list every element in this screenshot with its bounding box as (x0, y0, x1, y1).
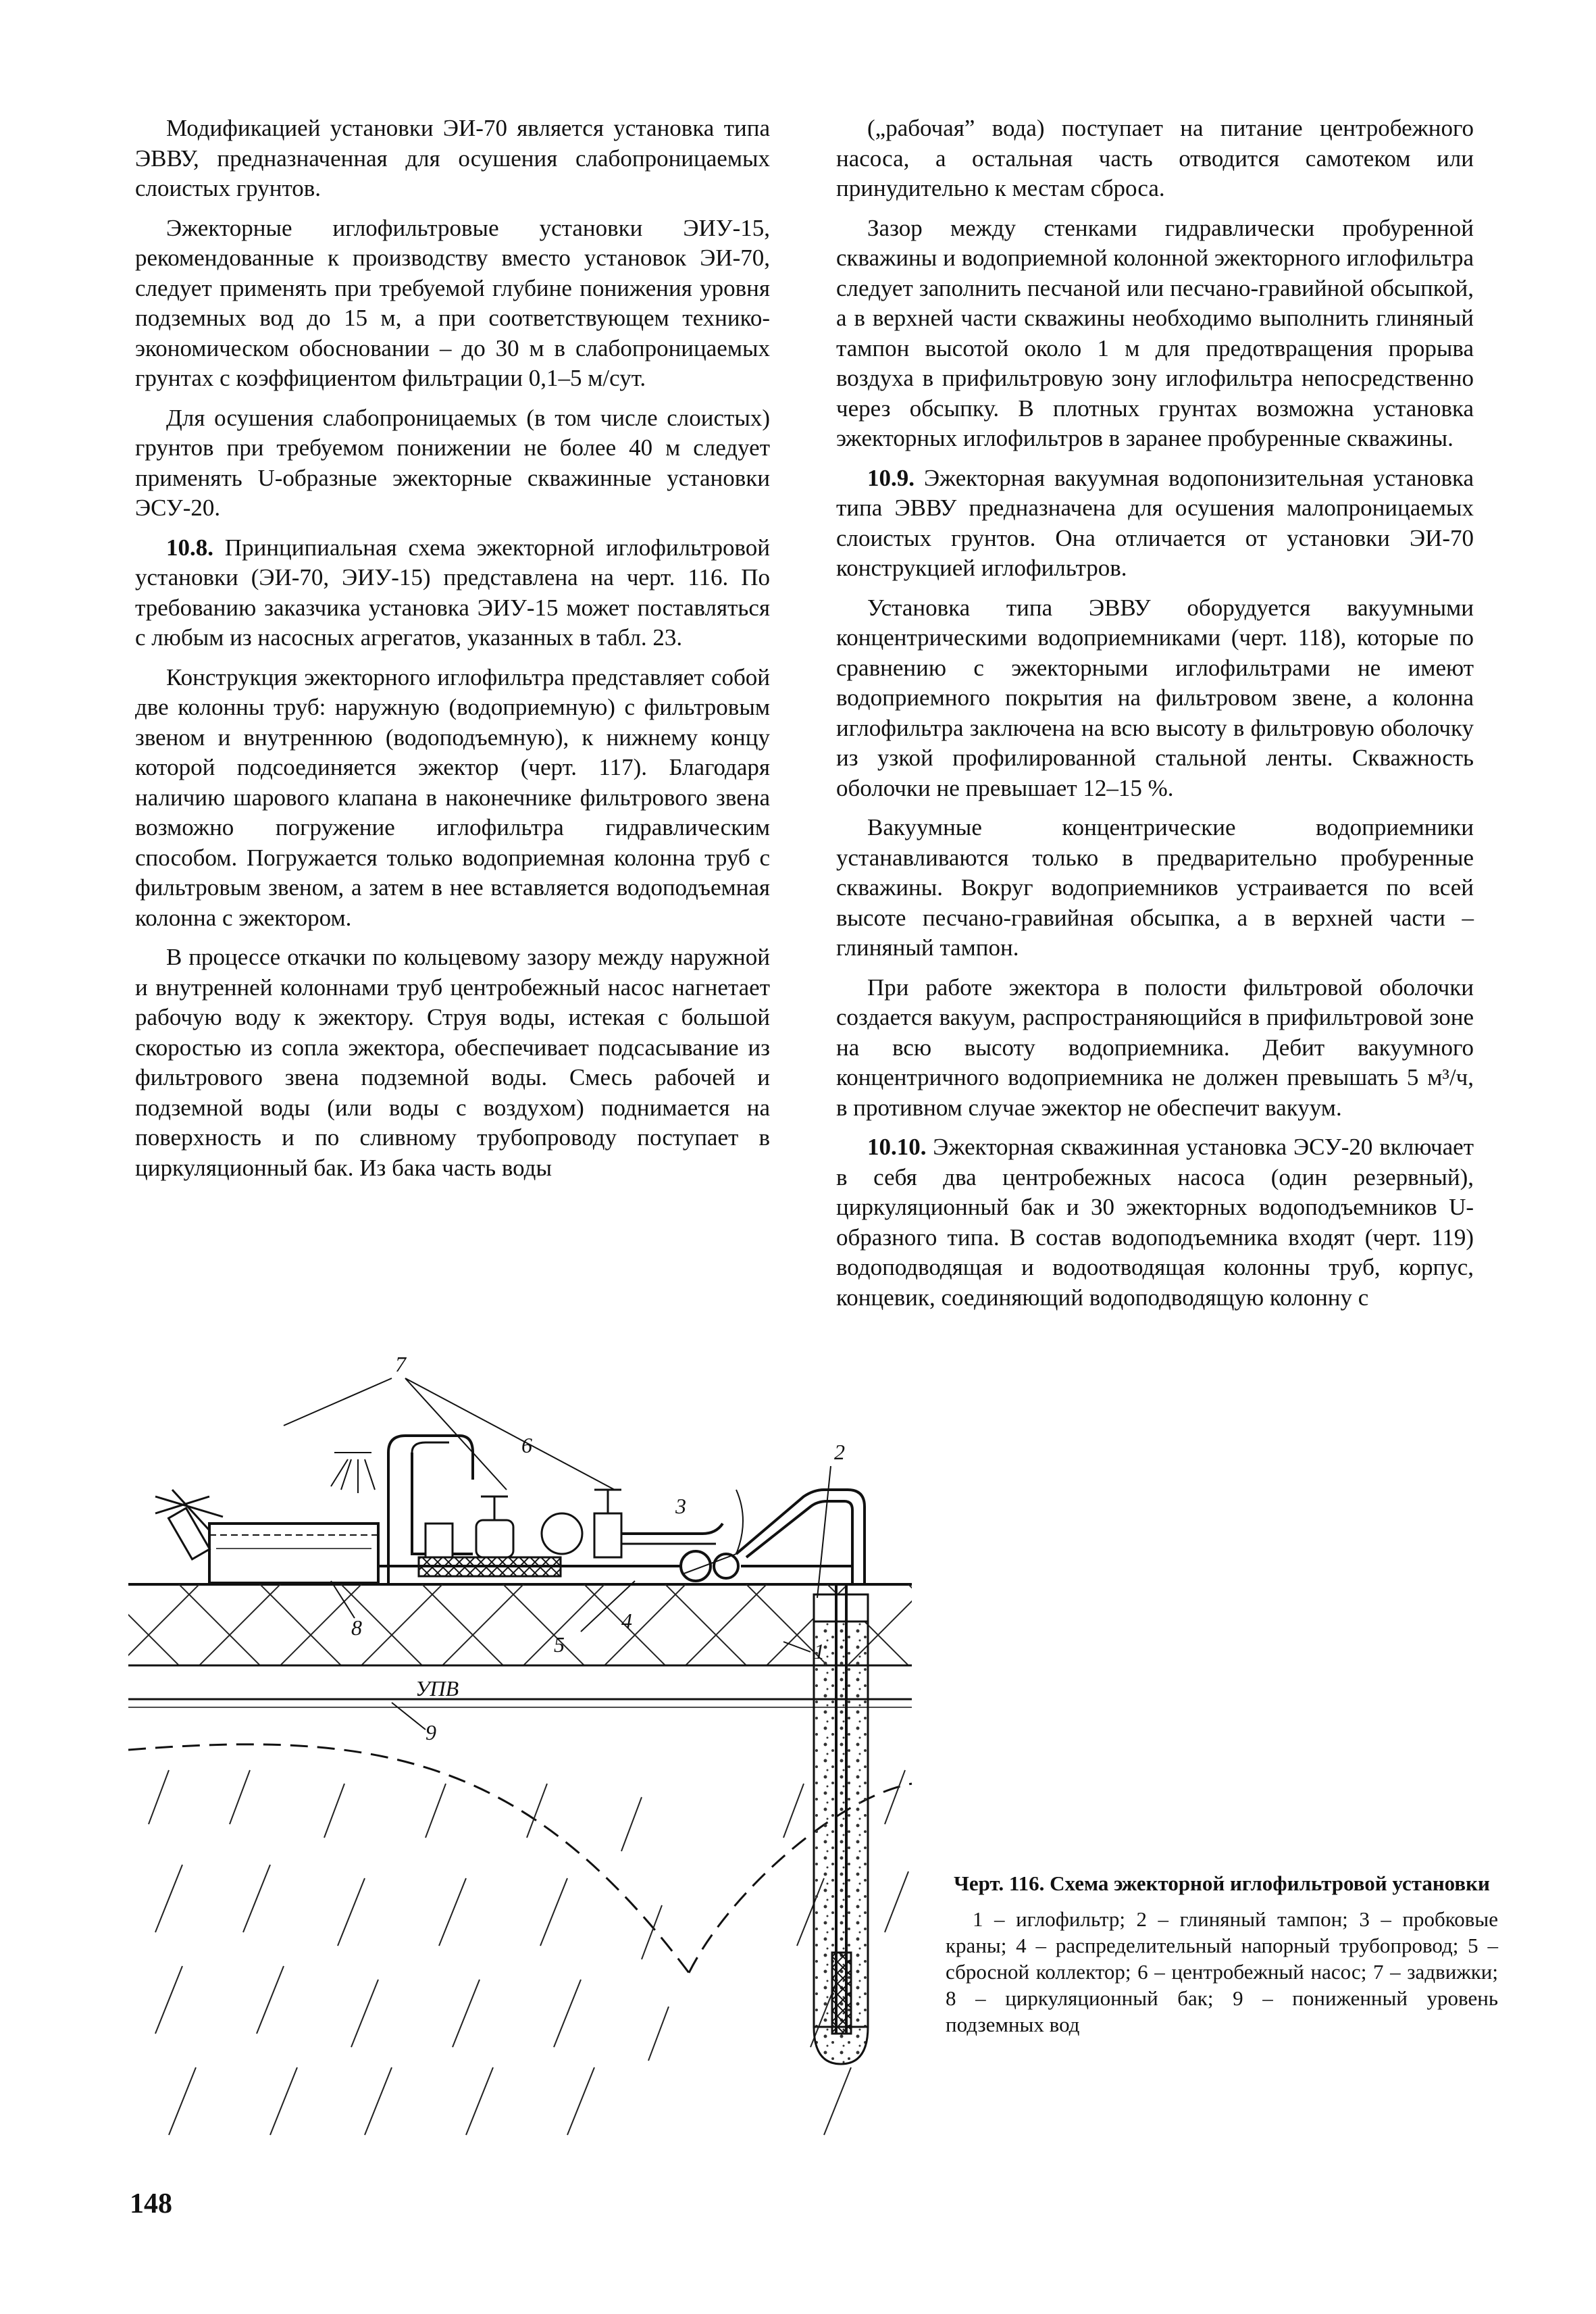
paragraph-text: Эжекторная вакуумная водопонизительная установка типа ЭВВУ предназначена для осушения малопроницаемых слоистых грунтов. Она отличается от установки ЭИ-70 конструкцией иглофильтров. (836, 464, 1474, 581)
label-7: 7 (395, 1352, 406, 1376)
label-1: 1 (814, 1639, 825, 1663)
label-3: 3 (675, 1494, 686, 1518)
ejector-wellpoint-diagram (108, 1351, 946, 2148)
section-number: 10.8. (166, 534, 213, 561)
label-8: 8 (351, 1615, 362, 1640)
paragraph: Эжекторные иглофильтровые установки ЭИУ-15, рекомендованные к производству вместо установок ЭИ-70, следует применять при требуемой глубине понижения уровня подземных вод до 15 м, а при соответствующем технико-экономическом обосновании – до 30 м в слабопроницаемых грунтах с коэффициентом фильтрации 0,1–5 м/сут. (135, 214, 770, 391)
left-text-column (135, 114, 770, 1192)
paragraph: При работе эжектора в полости фильтровой оболочки создается вакуум, распространяющийся в прифильтровой зоне на всю высоту водоприемника. Дебит вакуумного концентричного водоприемника не должен превышать 5 м³/ч, в противном случае эжектор не обеспечит вакуум. (836, 974, 1474, 1121)
page-number: 148 (130, 2188, 172, 2219)
paragraph: Зазор между стенками гидравлически пробуренной скважины и водоприемной колонной эжекторного иглофильтра следует заполнить песчаной или песчано-гравийной обсыпкой, а в верхней части скважины необходимо выполнить глиняный тампон высотой около 1 м для предотвращения прорыва воздуха в прифильтровую зону иглофильтра непосредственно через обсыпку. В плотных грунтах возможна установка эжекторных иглофильтров в заранее пробуренные скважины. (836, 214, 1474, 451)
label-5: 5 (554, 1632, 565, 1657)
paragraph: Установка типа ЭВВУ оборудуется вакуумными концентрическими водоприемниками (черт. 118), которые по сравнению с эжекторными иглофильтрами не имеют водоприемного покрытия на фильтровом звене, а колонна иглофильтра заключена на всю высоту в фильтровую оболочку из узкой профилированной стальной ленты. Скважность оболочки не превышает 12–15 %. (836, 594, 1474, 801)
lowered-water-level-curve (128, 1744, 912, 1973)
label-6: 6 (521, 1433, 532, 1457)
right-text-column (836, 114, 1474, 1322)
paragraph (836, 463, 1474, 584)
section-number: 10.10. (867, 1134, 927, 1160)
paragraph: Вакуумные концентрические водоприемники устанавливаются только в предварительно пробуренные скважины. Вокруг водоприемников устраивается по всей высоте песчано-гравийная обсыпка, а в верхней части – глиняный тампон. (836, 814, 1474, 961)
soil-hatching (149, 1770, 908, 2135)
caption-legend: 1 – иглофильтр; 2 – глиняный тампон; 3 – пробковые краны; 4 – распределительный напорный трубопровод; 5 – сбросной коллектор; 6 – центробежный насос; 7 – задвижки; 8 – циркуляционный бак; 9 – пониженный уровень подземных вод (946, 1907, 1498, 2036)
figure-caption (946, 1870, 1498, 2038)
label-9: 9 (426, 1720, 436, 1744)
groundwater-level (128, 1676, 912, 1707)
caption-title: Черт. 116. Схема эжекторной иглофильтровой установки (954, 1871, 1490, 1895)
discharge-spray (331, 1453, 375, 1493)
paragraph-text: Эжекторная скважинная установка ЭСУ-20 включает в себя два центробежных насоса (один резервный), циркуляционный бак и 30 эжекторных водоподъемников U-образного типа. В состав водоподъемника входят (черт. 119) водоподводящая и водоотводящая колонны труб, корпус, концевик, соединяющий водоподводящую колонну с (836, 1134, 1474, 1311)
paragraph: („рабочая” вода) поступает на питание центробежного насоса, а остальная часть отводится самотеком или принудительно к местам сброса. (836, 115, 1474, 201)
paragraph-text: Принципиальная схема эжекторной иглофильтровой установки (ЭИ-70, ЭИУ-15) представлена на черт. 116. По требованию заказчика установка ЭИУ-15 может поставляться с любым из насосных агрегатов, указанных в табл. 23. (135, 534, 770, 651)
paragraph: Модификацией установки ЭИ-70 является установка типа ЭВВУ, предназначенная для осушения слабопроницаемых слоистых грунтов. (135, 115, 770, 201)
label-4: 4 (621, 1609, 632, 1633)
circulation-tank (209, 1524, 378, 1583)
ground-surface (128, 1584, 912, 1665)
paragraph: Для осушения слабопроницаемых (в том числе слоистых) грунтов при требуемом понижении не более 40 м следует применять U-образные эжекторные скважинные установки ЭСУ-20. (135, 404, 770, 521)
label-2: 2 (834, 1440, 845, 1464)
paragraph (836, 1132, 1474, 1313)
paragraph (135, 533, 770, 653)
paragraph: Конструкция эжекторного иглофильтра представляет собой две колонны труб: наружную (водоприемную) с фильтровым звеном и внутреннюю (водоподъемную), к нижнему концу которой подсоединяется эжектор (черт. 117). Благодаря наличию шарового клапана в наконечнике фильтрового звена возможно погружение иглофильтра гидравлическим способом. Погружается только водоприемная колонна труб с фильтровым звеном, а затем в нее вставляется водоподъемная колонна с эжектором. (135, 663, 770, 931)
section-number: 10.9. (867, 464, 915, 491)
paragraph: В процессе откачки по кольцевому зазору между наружной и внутренней колоннами труб центробежный насос нагнетает рабочую воду к эжектору. Струя воды, истекая с большой скоростью из сопла эжектора, обеспечивает подсасывание из фильтрового звена подземной воды. Смесь рабочей и подземной воды (или воды с воздухом) поднимается на поверхность и по сливному трубопроводу поступает в циркуляционный бак. Из бака часть воды (135, 944, 770, 1181)
upv-label: УПВ (415, 1676, 459, 1701)
